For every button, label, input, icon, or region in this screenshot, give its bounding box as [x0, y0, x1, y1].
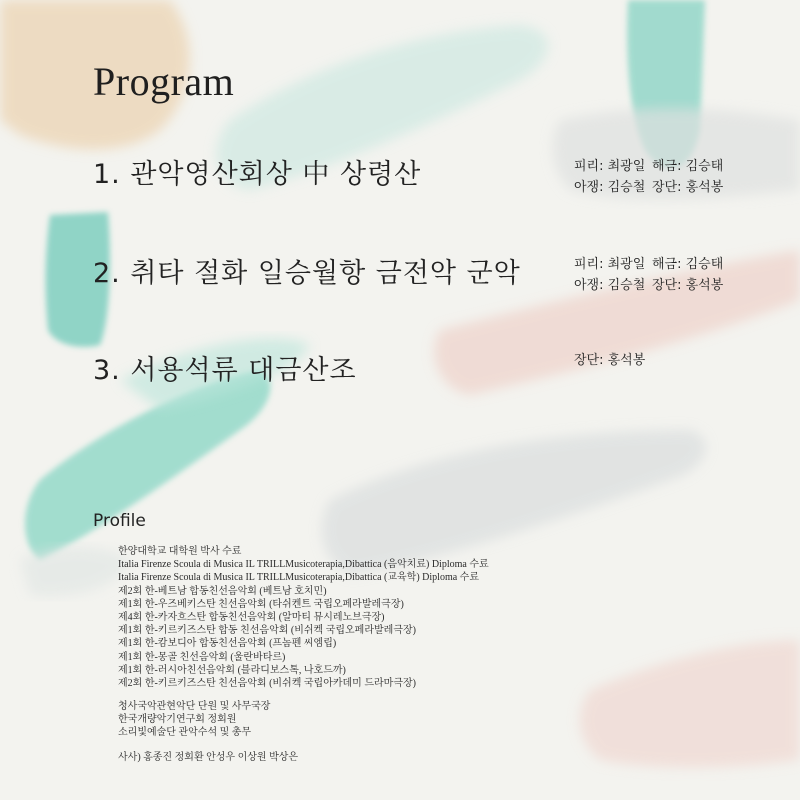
career-item: 한양대학교 대학원 박사 수료	[118, 546, 242, 557]
page-title: Program	[93, 59, 235, 104]
performer: 해금: 김승태	[652, 159, 724, 174]
performer: 장단: 홍석봉	[652, 278, 724, 293]
performer: 장단: 홍석봉	[652, 180, 724, 195]
profile-positions-list	[118, 700, 270, 740]
performer: 아쟁: 김승철	[574, 180, 646, 195]
position-item: 한국개량악기연구회 정회원	[118, 714, 237, 726]
performer: 피리: 최광일	[574, 159, 646, 174]
career-item: 제2회 한-키르키즈스탄 친선음악회 (비쉬켁 국립아카데미 드라마극장)	[118, 677, 416, 689]
career-item: 제4회 한-카자흐스탄 합동친선음악회 (알마티 뮤시레노브극장)	[118, 611, 385, 623]
profile-career-list	[118, 545, 489, 690]
program-item-3: 3. 서용석류 대금산조	[93, 355, 357, 386]
performer: 아쟁: 김승철	[574, 278, 646, 293]
performers-1	[574, 156, 723, 198]
career-item: Italia Firenze Scoula di Musica IL TRILLMusicoterapia,Dibattica (교육학) Diploma 수료	[118, 572, 479, 584]
career-item: 제1회 한-캄보디아 합동친선음악회 (프놈펜 씨엠립)	[118, 638, 337, 650]
career-item: 제1회 한-러시아친선음악회 (블라디보스톡, 나호드까)	[118, 664, 346, 676]
performer: 장단: 홍석봉	[574, 353, 646, 368]
performers-2	[574, 254, 723, 296]
career-item: 제1회 한-키르키즈스탄 합동 친선음악회 (비쉬켁 국립오페라발레극장)	[118, 625, 416, 637]
position-item: 청사국악관현악단 단원 및 사무국장	[118, 701, 271, 712]
career-item: 제1회 한-몽골 친선음악회 (울란바타르)	[118, 651, 286, 663]
career-item: Italia Firenze Scoula di Musica IL TRILLMusicoterapia,Dibattica (음악치료) Diploma 수료	[118, 559, 489, 571]
profile-teachers: 사사) 홍종진 정회환 안성우 이상원 박상은	[118, 752, 299, 763]
performer: 피리: 최광일	[574, 257, 646, 272]
program-item-2: 2. 취타 절화 일승월항 금전악 군악	[93, 258, 521, 289]
performers-3	[574, 350, 645, 371]
position-item: 소리빛예술단 관악수석 및 총무	[118, 727, 252, 739]
profile-heading: Profile	[93, 511, 146, 531]
career-item: 제1회 한-우즈베키스탄 친선음악회 (타쉬켄트 국립오페라발레극장)	[118, 598, 404, 610]
performer: 해금: 김승태	[652, 257, 724, 272]
program-item-1: 1. 관악영산회상 中 상령산	[93, 159, 422, 190]
career-item: 제2회 한-베트남 합동친선음악회 (베트남 호치민)	[118, 585, 327, 597]
